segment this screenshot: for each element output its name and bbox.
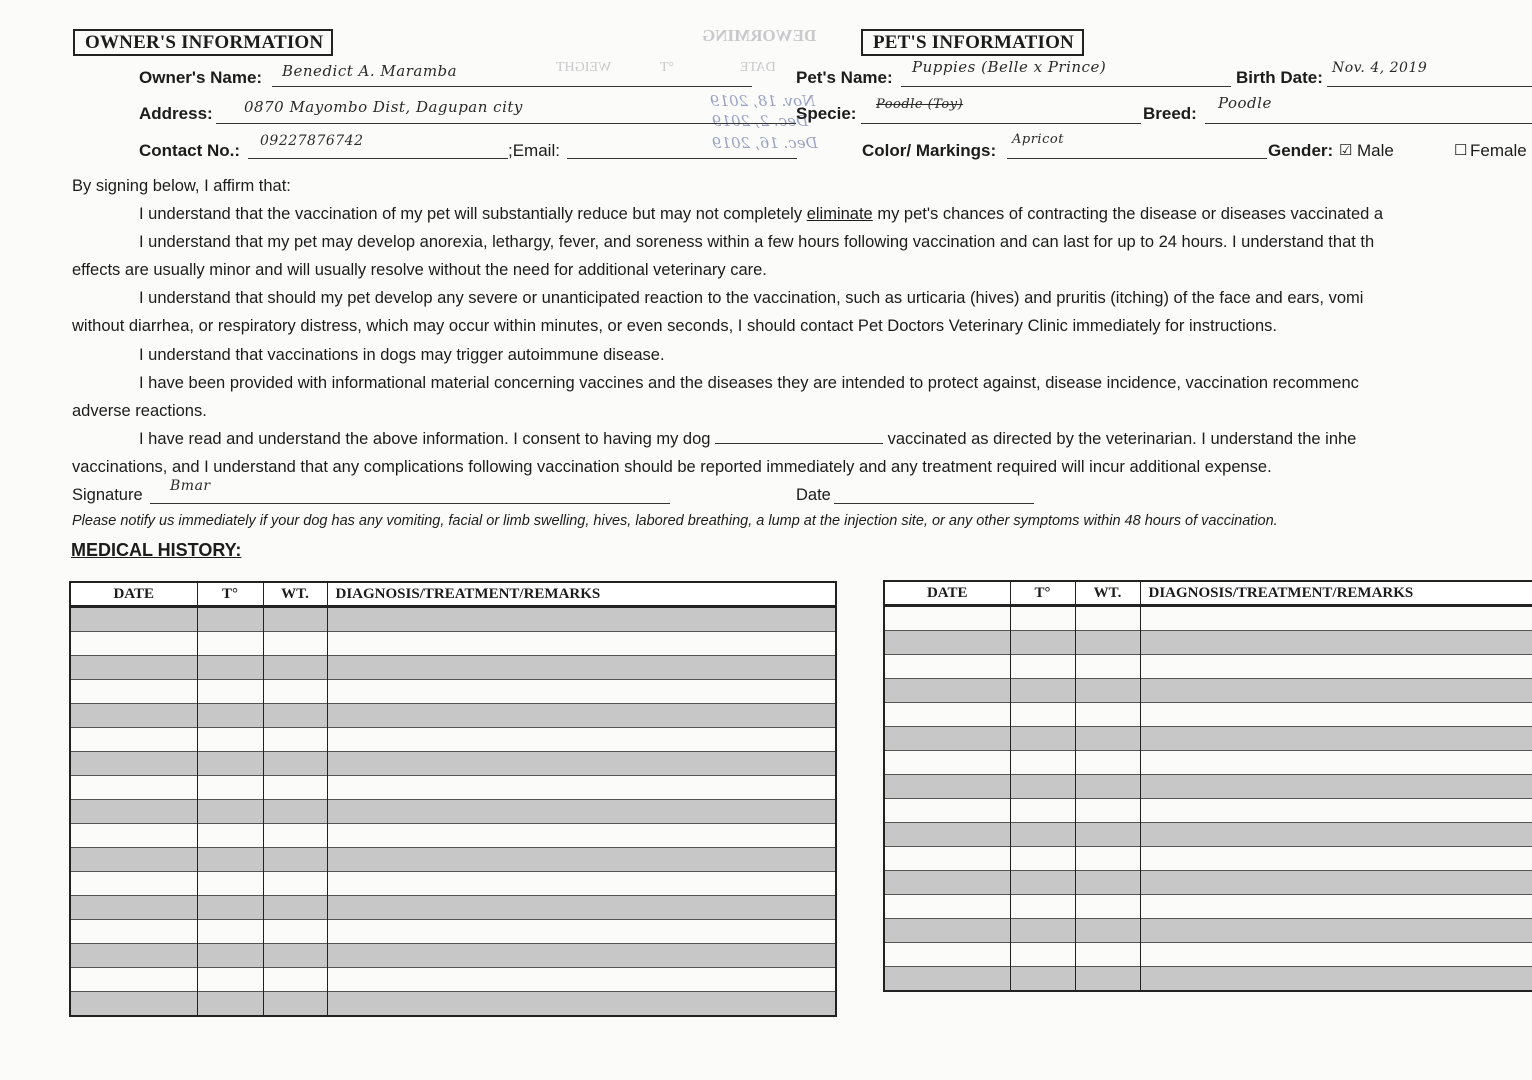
- table-cell[interactable]: [884, 943, 1010, 967]
- table-cell[interactable]: [327, 968, 836, 992]
- table-cell[interactable]: [1140, 606, 1532, 631]
- table-cell[interactable]: [1140, 679, 1532, 703]
- table-cell[interactable]: [1010, 847, 1075, 871]
- table-cell[interactable]: [70, 968, 197, 992]
- table-cell[interactable]: [1010, 606, 1075, 631]
- table-cell[interactable]: [327, 632, 836, 656]
- consent-p6-tail: vaccinated as directed by the veterinarian. I understand the inhe: [883, 430, 1357, 448]
- pet-section-title: PET'S INFORMATION: [861, 29, 1084, 56]
- pet-name-line: [901, 86, 1231, 87]
- table-cell[interactable]: [327, 680, 836, 704]
- table-cell[interactable]: [1140, 871, 1532, 895]
- table-row: [884, 727, 1532, 751]
- table-cell[interactable]: [70, 680, 197, 704]
- table-cell[interactable]: [1140, 775, 1532, 799]
- table-cell[interactable]: [70, 728, 197, 752]
- table-cell[interactable]: [327, 704, 836, 728]
- table-cell[interactable]: [197, 992, 263, 1017]
- table-cell[interactable]: [1140, 631, 1532, 655]
- table-cell[interactable]: [1140, 919, 1532, 943]
- table-row: [70, 704, 836, 728]
- table-row: [70, 776, 836, 800]
- color-markings-label: Color/ Markings:: [862, 141, 997, 160]
- table-cell[interactable]: [1010, 679, 1075, 703]
- table-cell[interactable]: [263, 920, 327, 944]
- table-cell[interactable]: [70, 824, 197, 848]
- bleed-through-title: DEWORMING: [702, 26, 817, 45]
- table-cell[interactable]: [1075, 751, 1140, 775]
- email-line: [567, 158, 797, 159]
- table-cell[interactable]: [884, 799, 1010, 823]
- table-cell[interactable]: [1075, 895, 1140, 919]
- table-cell[interactable]: [1010, 823, 1075, 847]
- table-cell[interactable]: [327, 944, 836, 968]
- female-label: Female: [1470, 141, 1527, 160]
- table-cell[interactable]: [327, 607, 836, 632]
- table-cell[interactable]: [884, 823, 1010, 847]
- table-row: [70, 992, 836, 1017]
- table-cell[interactable]: [1010, 943, 1075, 967]
- table-cell[interactable]: [263, 848, 327, 872]
- table-cell[interactable]: [1010, 631, 1075, 655]
- consent-p1-text: I understand that the vaccination of my pet will substantially reduce but may not completely: [139, 205, 807, 223]
- table-cell[interactable]: [1140, 895, 1532, 919]
- breed-value[interactable]: Poodle: [1218, 94, 1272, 112]
- consent-p6-text: I have read and understand the above information. I consent to having my dog: [139, 430, 716, 448]
- bleed-through-col: WEIGHT: [556, 60, 612, 75]
- table-cell[interactable]: [884, 895, 1010, 919]
- medical-history-table-left: [69, 581, 837, 1017]
- table-cell[interactable]: [197, 752, 263, 776]
- table-cell[interactable]: [263, 656, 327, 680]
- table-cell[interactable]: [263, 728, 327, 752]
- table-cell[interactable]: [263, 944, 327, 968]
- medical-history-table-right: [883, 580, 1532, 992]
- weight-column-header: WT.: [1075, 581, 1140, 606]
- contact-line: [248, 158, 508, 159]
- table-cell[interactable]: [197, 607, 263, 632]
- table-cell[interactable]: [884, 631, 1010, 655]
- table-cell[interactable]: [70, 848, 197, 872]
- table-row: [884, 655, 1532, 679]
- table-cell[interactable]: [1075, 775, 1140, 799]
- table-row: [70, 944, 836, 968]
- date-line: [834, 503, 1034, 504]
- table-cell[interactable]: [263, 704, 327, 728]
- table-cell[interactable]: [884, 727, 1010, 751]
- color-markings-line: [1007, 158, 1267, 159]
- consent-p1-underlined: eliminate: [806, 205, 873, 223]
- table-cell[interactable]: [1075, 727, 1140, 751]
- table-row: [70, 848, 836, 872]
- table-cell[interactable]: [70, 920, 197, 944]
- table-cell[interactable]: [1075, 871, 1140, 895]
- weight-column-header: WT.: [263, 582, 327, 607]
- table-cell[interactable]: [1010, 871, 1075, 895]
- table-row: [70, 920, 836, 944]
- pet-name-value[interactable]: Puppies (Belle x Prince): [912, 58, 1107, 76]
- bleed-through-value: Nov. 18, 2019: [710, 92, 816, 110]
- table-cell[interactable]: [197, 680, 263, 704]
- owner-name-value[interactable]: Benedict A. Maramba: [282, 62, 458, 80]
- table-row: [70, 656, 836, 680]
- table-row: [70, 872, 836, 896]
- table-row: [884, 679, 1532, 703]
- table-cell[interactable]: [884, 655, 1010, 679]
- table-cell[interactable]: [197, 656, 263, 680]
- table-cell[interactable]: [70, 656, 197, 680]
- table-cell[interactable]: [70, 607, 197, 632]
- table-cell[interactable]: [1140, 799, 1532, 823]
- consent-paragraph-3-cont: without diarrhea, or respiratory distress, which may occur within minutes, or even seconds, I should contact Pet Doctors Veterinary Clinic immediately for instructions.: [72, 317, 1277, 335]
- birth-date-label: Birth Date:: [1236, 68, 1323, 87]
- specie-line: [861, 123, 1141, 124]
- table-cell[interactable]: [70, 896, 197, 920]
- table-cell[interactable]: [1075, 919, 1140, 943]
- table-cell[interactable]: [70, 992, 197, 1017]
- table-cell[interactable]: [884, 703, 1010, 727]
- contact-value[interactable]: 09227876742: [260, 133, 364, 149]
- table-cell[interactable]: [197, 872, 263, 896]
- table-cell[interactable]: [70, 752, 197, 776]
- table-cell[interactable]: [1075, 943, 1140, 967]
- table-cell[interactable]: [1140, 727, 1532, 751]
- breed-line: [1205, 123, 1532, 124]
- table-cell[interactable]: [263, 968, 327, 992]
- table-cell[interactable]: [1010, 775, 1075, 799]
- table-cell[interactable]: [70, 704, 197, 728]
- table-cell[interactable]: [1010, 919, 1075, 943]
- contact-label: Contact No.:: [139, 141, 241, 160]
- table-cell[interactable]: [263, 752, 327, 776]
- dog-name-blank[interactable]: [715, 429, 883, 444]
- temp-column-header: T°: [1010, 581, 1075, 606]
- table-cell[interactable]: [884, 847, 1010, 871]
- table-cell[interactable]: [1075, 631, 1140, 655]
- table-cell[interactable]: [327, 800, 836, 824]
- table-row: [884, 775, 1532, 799]
- table-row: [884, 751, 1532, 775]
- table-row: [884, 871, 1532, 895]
- owner-section-title: OWNER'S INFORMATION: [73, 29, 333, 56]
- table-cell[interactable]: [263, 824, 327, 848]
- signature-value[interactable]: Bmar: [170, 478, 211, 494]
- notice-text: Please notify us immediately if your dog has any vomiting, facial or limb swelling, hives, labored breathing, a lump at the injection site, or any other symptoms within 48 hours of vaccination.: [72, 513, 1278, 529]
- table-row: [884, 967, 1532, 992]
- specie-value[interactable]: Poodle (Toy): [876, 97, 964, 112]
- table-row: [70, 607, 836, 632]
- table-row: [70, 752, 836, 776]
- female-checkbox[interactable]: ☐: [1454, 142, 1468, 159]
- table-cell[interactable]: [1010, 703, 1075, 727]
- medical-history-title: MEDICAL HISTORY:: [71, 540, 242, 560]
- table-cell[interactable]: [70, 632, 197, 656]
- table-cell[interactable]: [197, 800, 263, 824]
- table-cell[interactable]: [327, 896, 836, 920]
- table-cell[interactable]: [263, 607, 327, 632]
- table-row: [884, 895, 1532, 919]
- table-cell[interactable]: [197, 632, 263, 656]
- table-row: [70, 968, 836, 992]
- temp-column-header: T°: [197, 582, 263, 607]
- owner-name-line: [272, 86, 752, 87]
- table-cell[interactable]: [197, 848, 263, 872]
- table-cell[interactable]: [1140, 847, 1532, 871]
- table-cell[interactable]: [197, 920, 263, 944]
- address-label: Address:: [139, 104, 213, 123]
- consent-paragraph-3: I understand that should my pet develop any severe or unanticipated reaction to the vaccination, such as urticaria (hives) and pruritis (itching) of the face and ears, vomi: [139, 289, 1364, 307]
- table-cell[interactable]: [1075, 606, 1140, 631]
- table-row: [70, 728, 836, 752]
- bleed-through-col: DATE: [740, 60, 776, 75]
- table-cell[interactable]: [1010, 751, 1075, 775]
- table-cell[interactable]: [884, 775, 1010, 799]
- table-cell[interactable]: [70, 776, 197, 800]
- table-row: [884, 919, 1532, 943]
- table-row: [884, 943, 1532, 967]
- consent-paragraph-4: I understand that vaccinations in dogs may trigger autoimmune disease.: [139, 346, 665, 364]
- table-cell[interactable]: [263, 680, 327, 704]
- table-row: [70, 800, 836, 824]
- table-cell[interactable]: [884, 871, 1010, 895]
- email-label: ;Email:: [508, 141, 560, 160]
- address-value[interactable]: 0870 Mayombo Dist, Dagupan city: [244, 98, 523, 116]
- pet-name-label: Pet's Name:: [796, 68, 893, 87]
- table-cell[interactable]: [70, 872, 197, 896]
- table-row: [884, 799, 1532, 823]
- table-cell[interactable]: [884, 606, 1010, 631]
- table-cell[interactable]: [1010, 727, 1075, 751]
- table-cell[interactable]: [263, 896, 327, 920]
- date-column-header: DATE: [70, 582, 197, 607]
- signature-label: Signature: [72, 486, 143, 504]
- table-cell[interactable]: [1140, 943, 1532, 967]
- date-label: Date: [796, 486, 831, 504]
- table-cell[interactable]: [197, 728, 263, 752]
- bleed-through-value: Dec. 16, 2019: [712, 134, 818, 152]
- bleed-through-col: T°: [660, 60, 675, 75]
- table-cell[interactable]: [263, 872, 327, 896]
- table-cell[interactable]: [1140, 967, 1532, 992]
- table-row: [70, 680, 836, 704]
- table-cell[interactable]: [1010, 895, 1075, 919]
- table-cell[interactable]: [327, 824, 836, 848]
- consent-paragraph-5-cont: adverse reactions.: [72, 402, 207, 420]
- table-cell[interactable]: [263, 992, 327, 1017]
- table-cell[interactable]: [1075, 655, 1140, 679]
- table-cell[interactable]: [197, 896, 263, 920]
- table-cell[interactable]: [327, 728, 836, 752]
- address-line: [216, 123, 796, 124]
- table-cell[interactable]: [327, 872, 836, 896]
- consent-paragraph-6-cont: vaccinations, and I understand that any complications following vaccination should be reported immediately and any treatment required will incur additional expense.: [72, 458, 1272, 476]
- diagnosis-column-header: DIAGNOSIS/TREATMENT/REMARKS: [1140, 581, 1532, 606]
- table-cell[interactable]: [884, 919, 1010, 943]
- table-cell[interactable]: [197, 968, 263, 992]
- breed-label: Breed:: [1143, 104, 1197, 123]
- table-cell[interactable]: [1140, 655, 1532, 679]
- table-row: [884, 703, 1532, 727]
- male-checkbox[interactable]: ☑: [1339, 142, 1353, 159]
- consent-paragraph-2-cont: effects are usually minor and will usually resolve without the need for additional veterinary care.: [72, 261, 767, 279]
- birth-date-value[interactable]: Nov. 4, 2019: [1332, 60, 1428, 76]
- consent-paragraph-1: [139, 204, 1383, 224]
- date-column-header: DATE: [884, 581, 1010, 606]
- table-cell[interactable]: [1075, 823, 1140, 847]
- table-cell[interactable]: [263, 776, 327, 800]
- table-row: [884, 847, 1532, 871]
- table-cell[interactable]: [327, 656, 836, 680]
- table-row: [884, 823, 1532, 847]
- diagnosis-column-header: DIAGNOSIS/TREATMENT/REMARKS: [327, 582, 836, 607]
- table-cell[interactable]: [1075, 679, 1140, 703]
- table-cell[interactable]: [884, 967, 1010, 992]
- table-cell[interactable]: [1075, 703, 1140, 727]
- table-cell[interactable]: [263, 800, 327, 824]
- table-cell[interactable]: [1010, 655, 1075, 679]
- table-cell[interactable]: [327, 752, 836, 776]
- table-cell[interactable]: [327, 848, 836, 872]
- consent-p1-tail: my pet's chances of contracting the disease or diseases vaccinated a: [872, 205, 1384, 223]
- table-cell[interactable]: [327, 992, 836, 1017]
- table-cell[interactable]: [197, 776, 263, 800]
- table-row: [70, 824, 836, 848]
- table-cell[interactable]: [70, 944, 197, 968]
- table-cell[interactable]: [197, 824, 263, 848]
- consent-paragraph-6: [139, 429, 1356, 449]
- consent-intro: By signing below, I affirm that:: [72, 177, 291, 195]
- table-cell[interactable]: [197, 704, 263, 728]
- owner-name-label: Owner's Name:: [139, 68, 263, 87]
- color-markings-value[interactable]: Apricot: [1012, 132, 1064, 147]
- table-row: [70, 896, 836, 920]
- table-cell[interactable]: [327, 776, 836, 800]
- table-cell[interactable]: [197, 944, 263, 968]
- consent-paragraph-5: I have been provided with informational material concerning vaccines and the diseases they are intended to protect against, disease incidence, vaccination recommenc: [139, 374, 1359, 392]
- table-cell[interactable]: [1140, 823, 1532, 847]
- bleed-through-value: Dec. 2, 2019: [712, 112, 809, 130]
- table-cell[interactable]: [1075, 799, 1140, 823]
- consent-paragraph-2: I understand that my pet may develop anorexia, lethargy, fever, and soreness within a few hours following vaccination and can last for up to 24 hours. I understand that th: [139, 233, 1375, 251]
- table-cell[interactable]: [1075, 967, 1140, 992]
- table-row: [884, 606, 1532, 631]
- table-cell[interactable]: [1140, 703, 1532, 727]
- table-cell[interactable]: [327, 920, 836, 944]
- table-cell[interactable]: [1010, 799, 1075, 823]
- table-row: [70, 632, 836, 656]
- male-label: Male: [1357, 141, 1394, 160]
- specie-label: Specie:: [796, 104, 857, 123]
- table-cell[interactable]: [263, 632, 327, 656]
- gender-label: Gender:: [1268, 141, 1334, 160]
- table-cell[interactable]: [70, 800, 197, 824]
- signature-line: [150, 503, 670, 504]
- birth-date-line: [1327, 86, 1532, 87]
- table-cell[interactable]: [884, 751, 1010, 775]
- table-cell[interactable]: [1075, 847, 1140, 871]
- table-cell[interactable]: [1140, 751, 1532, 775]
- table-cell[interactable]: [1010, 967, 1075, 992]
- table-row: [884, 631, 1532, 655]
- table-cell[interactable]: [884, 679, 1010, 703]
